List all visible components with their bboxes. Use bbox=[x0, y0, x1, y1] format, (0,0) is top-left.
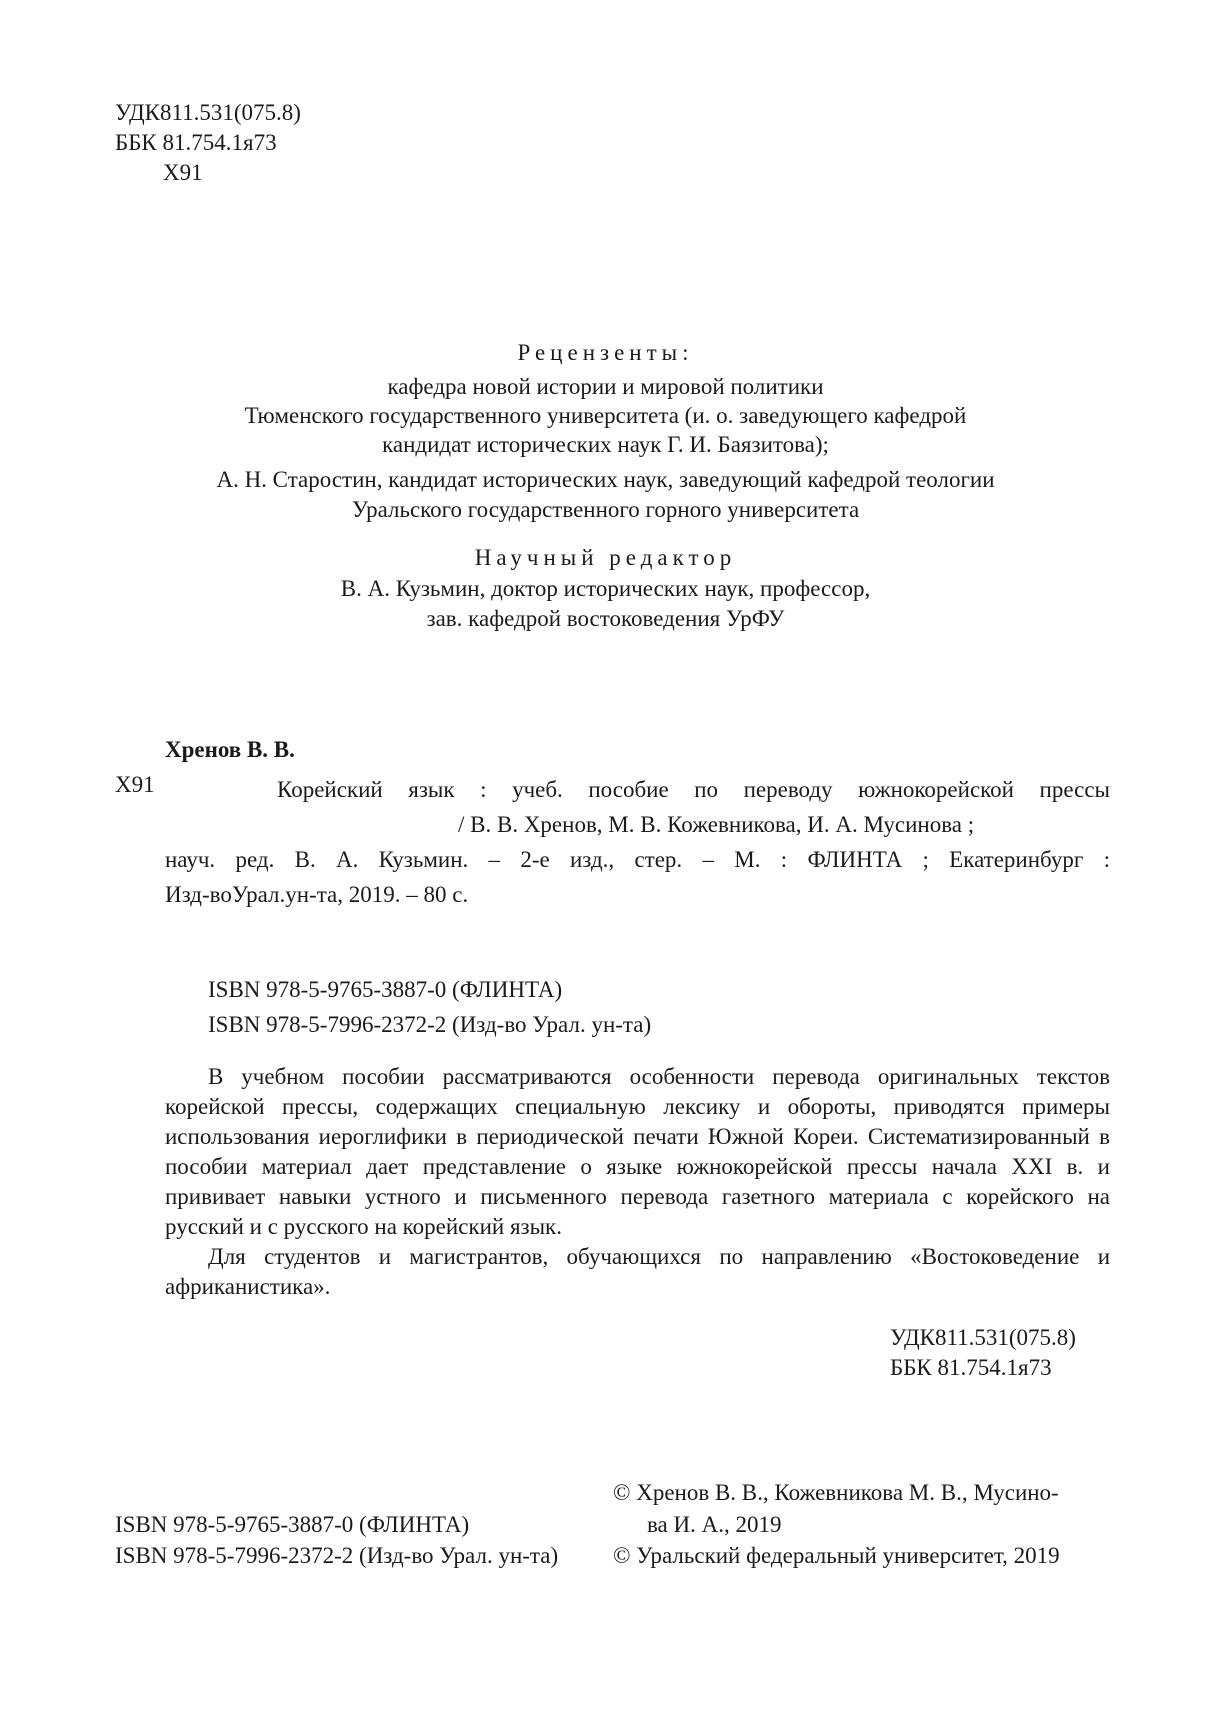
catalog-line: / В. В. Хренов, М. В. Кожевникова, И. А. Мусинова ; bbox=[458, 812, 975, 837]
editor-line: В. А. Кузьмин, доктор исторических наук, профессор, bbox=[340, 576, 871, 601]
abstract bbox=[165, 1062, 1110, 1302]
header-bbk: ББК 81.754.1я73 bbox=[115, 130, 277, 155]
header-udk: УДК811.531(075.8) bbox=[115, 100, 301, 125]
abstract-paragraph: В учебном пособии рассматриваются особенности перевода оригинальных текстов корейской прессы, содержащих специальную лексику и обороты, приводятся примеры использования иероглифики в периодической печати Южной Кореи. Систематизированный в пособии материал дает представление о языке южнокорейской прессы начала XXI в. и прививает навыки устного и письменного перевода газетного материала с корейского на русский и с русского на корейский язык. bbox=[165, 1064, 1110, 1239]
catalog-isbn: ISBN 978-5-7996-2372-2 (Изд-во Урал. ун-та) bbox=[208, 1012, 652, 1037]
abstract-paragraph: Для студентов и магистрантов, обучающихся по направлению «Востоковедение и африканистика». bbox=[165, 1244, 1110, 1299]
footer-isbn: ISBN 978-5-9765-3887-0 (ФЛИНТА) bbox=[115, 1512, 470, 1537]
reviewer-line: кандидат исторических наук Г. И. Баязитова); bbox=[382, 432, 829, 457]
catalog-line: науч. ред. В. А. Кузьмин. – 2-е изд., стер. – М. : ФЛИНТА ; Екатеринбург : bbox=[165, 847, 1110, 872]
classification-udk: УДК811.531(075.8) bbox=[890, 1325, 1076, 1350]
footer-copyright: ва И. А., 2019 bbox=[647, 1512, 782, 1537]
reviewer-line: А. Н. Старостин, кандидат исторических наук, заведующий кафедрой теологии bbox=[216, 467, 995, 492]
catalog-line: Корейский язык : учеб. пособие по переводу южнокорейской прессы bbox=[277, 777, 1110, 802]
reviewer-line: Уральского государственного горного университета bbox=[351, 497, 860, 522]
reviewers-heading: Рецензенты: bbox=[517, 340, 694, 365]
catalog-line: Изд-воУрал.ун-та, 2019. – 80 с. bbox=[165, 882, 469, 907]
reviewer-line: кафедра новой истории и мировой политики bbox=[387, 374, 824, 399]
editor-heading: Научный редактор bbox=[474, 545, 737, 570]
editor-line: зав. кафедрой востоковедения УрФУ bbox=[426, 606, 785, 631]
classification-bbk: ББК 81.754.1я73 bbox=[890, 1355, 1052, 1380]
header-code: Х91 bbox=[163, 160, 203, 185]
footer-isbn: ISBN 978-5-7996-2372-2 (Изд-во Урал. ун-та) bbox=[115, 1543, 559, 1568]
catalog-isbn: ISBN 978-5-9765-3887-0 (ФЛИНТА) bbox=[208, 977, 563, 1002]
footer-copyright: © Хренов В. В., Кожевникова М. В., Мусино- bbox=[613, 1480, 1059, 1505]
catalog-author: Хренов В. В. bbox=[165, 737, 295, 762]
catalog-code: Х91 bbox=[115, 772, 155, 797]
footer-copyright: © Уральский федеральный университет, 2019 bbox=[613, 1543, 1060, 1568]
reviewer-line: Тюменского государственного университета (и. о. заведующего кафедрой bbox=[244, 403, 967, 428]
